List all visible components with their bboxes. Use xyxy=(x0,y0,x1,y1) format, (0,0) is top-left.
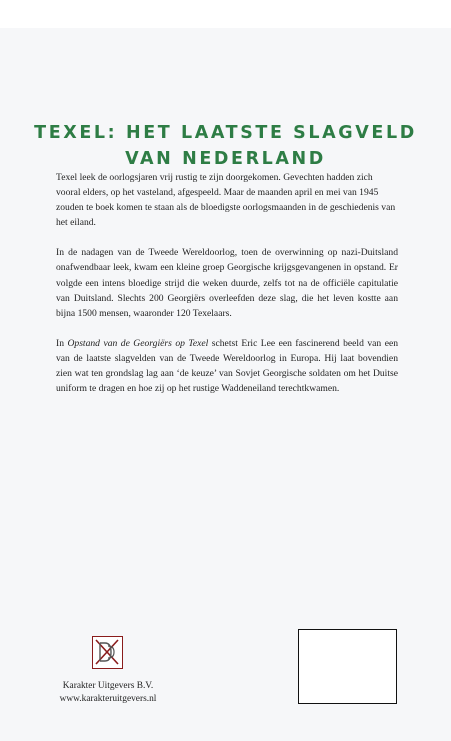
publisher-url: www.karakteruitgevers.nl xyxy=(59,693,157,704)
barcode-placeholder xyxy=(298,629,397,704)
blurb-paragraph-3 xyxy=(56,336,398,396)
blurb-paragraph-1: Texel leek de oorlogsjaren vrij rustig te zijn doorgekomen. Gevechten hadden zich vooral elders, op het vasteland, afgespeeld. Maar de maanden april en mei van 1945 zouden te boek komen te staan als de bloedigste oorlogsmaanden in de geschiedenis van het eiland. xyxy=(56,172,396,229)
title-line-2: VAN NEDERLAND xyxy=(125,149,326,169)
paragraph-3-rest: schetst Eric Lee een fascinerend beeld van een van de laatste slagvelden van de Tweede Wereldoorlog in Europa. Hij laat bovendien zien wat ten grondslag lag aan ‘de keuze’ van Sovjet Georgische soldaten om het Duitse uniform te dragen en hoe zij op het rustige Waddeneiland terechtkwamen. xyxy=(56,337,399,395)
publisher-info xyxy=(40,680,176,705)
blurb-paragraph-2: In de nadagen van de Tweede Wereldoorlog, toen de overwinning op nazi-Duitsland onafwendbaar leek, kwam een kleine groep Georgische krijgsgevangenen in opstand. Er volgde een intens bloedige strijd die weken duurde, zelfs tot na de officiële capitulatie van Duitsland. Slechts 200 Georgiërs overleefden deze slag, die het leven kostte aan bijna 1500 mensen, waaronder 120 Texelaars. xyxy=(56,247,398,319)
paragraph-3-prefix: In xyxy=(56,337,68,349)
publisher-logo xyxy=(92,636,123,669)
publisher-name: Karakter Uitgevers B.V. xyxy=(62,681,154,691)
book-title-italic: Opstand van de Georgiërs op Texel xyxy=(67,337,209,349)
karakter-logo-icon xyxy=(93,637,121,667)
back-cover-title xyxy=(0,120,451,172)
blurb-text xyxy=(56,170,398,411)
title-line-1: TEXEL: HET LAATSTE SLAGVELD xyxy=(34,123,417,143)
